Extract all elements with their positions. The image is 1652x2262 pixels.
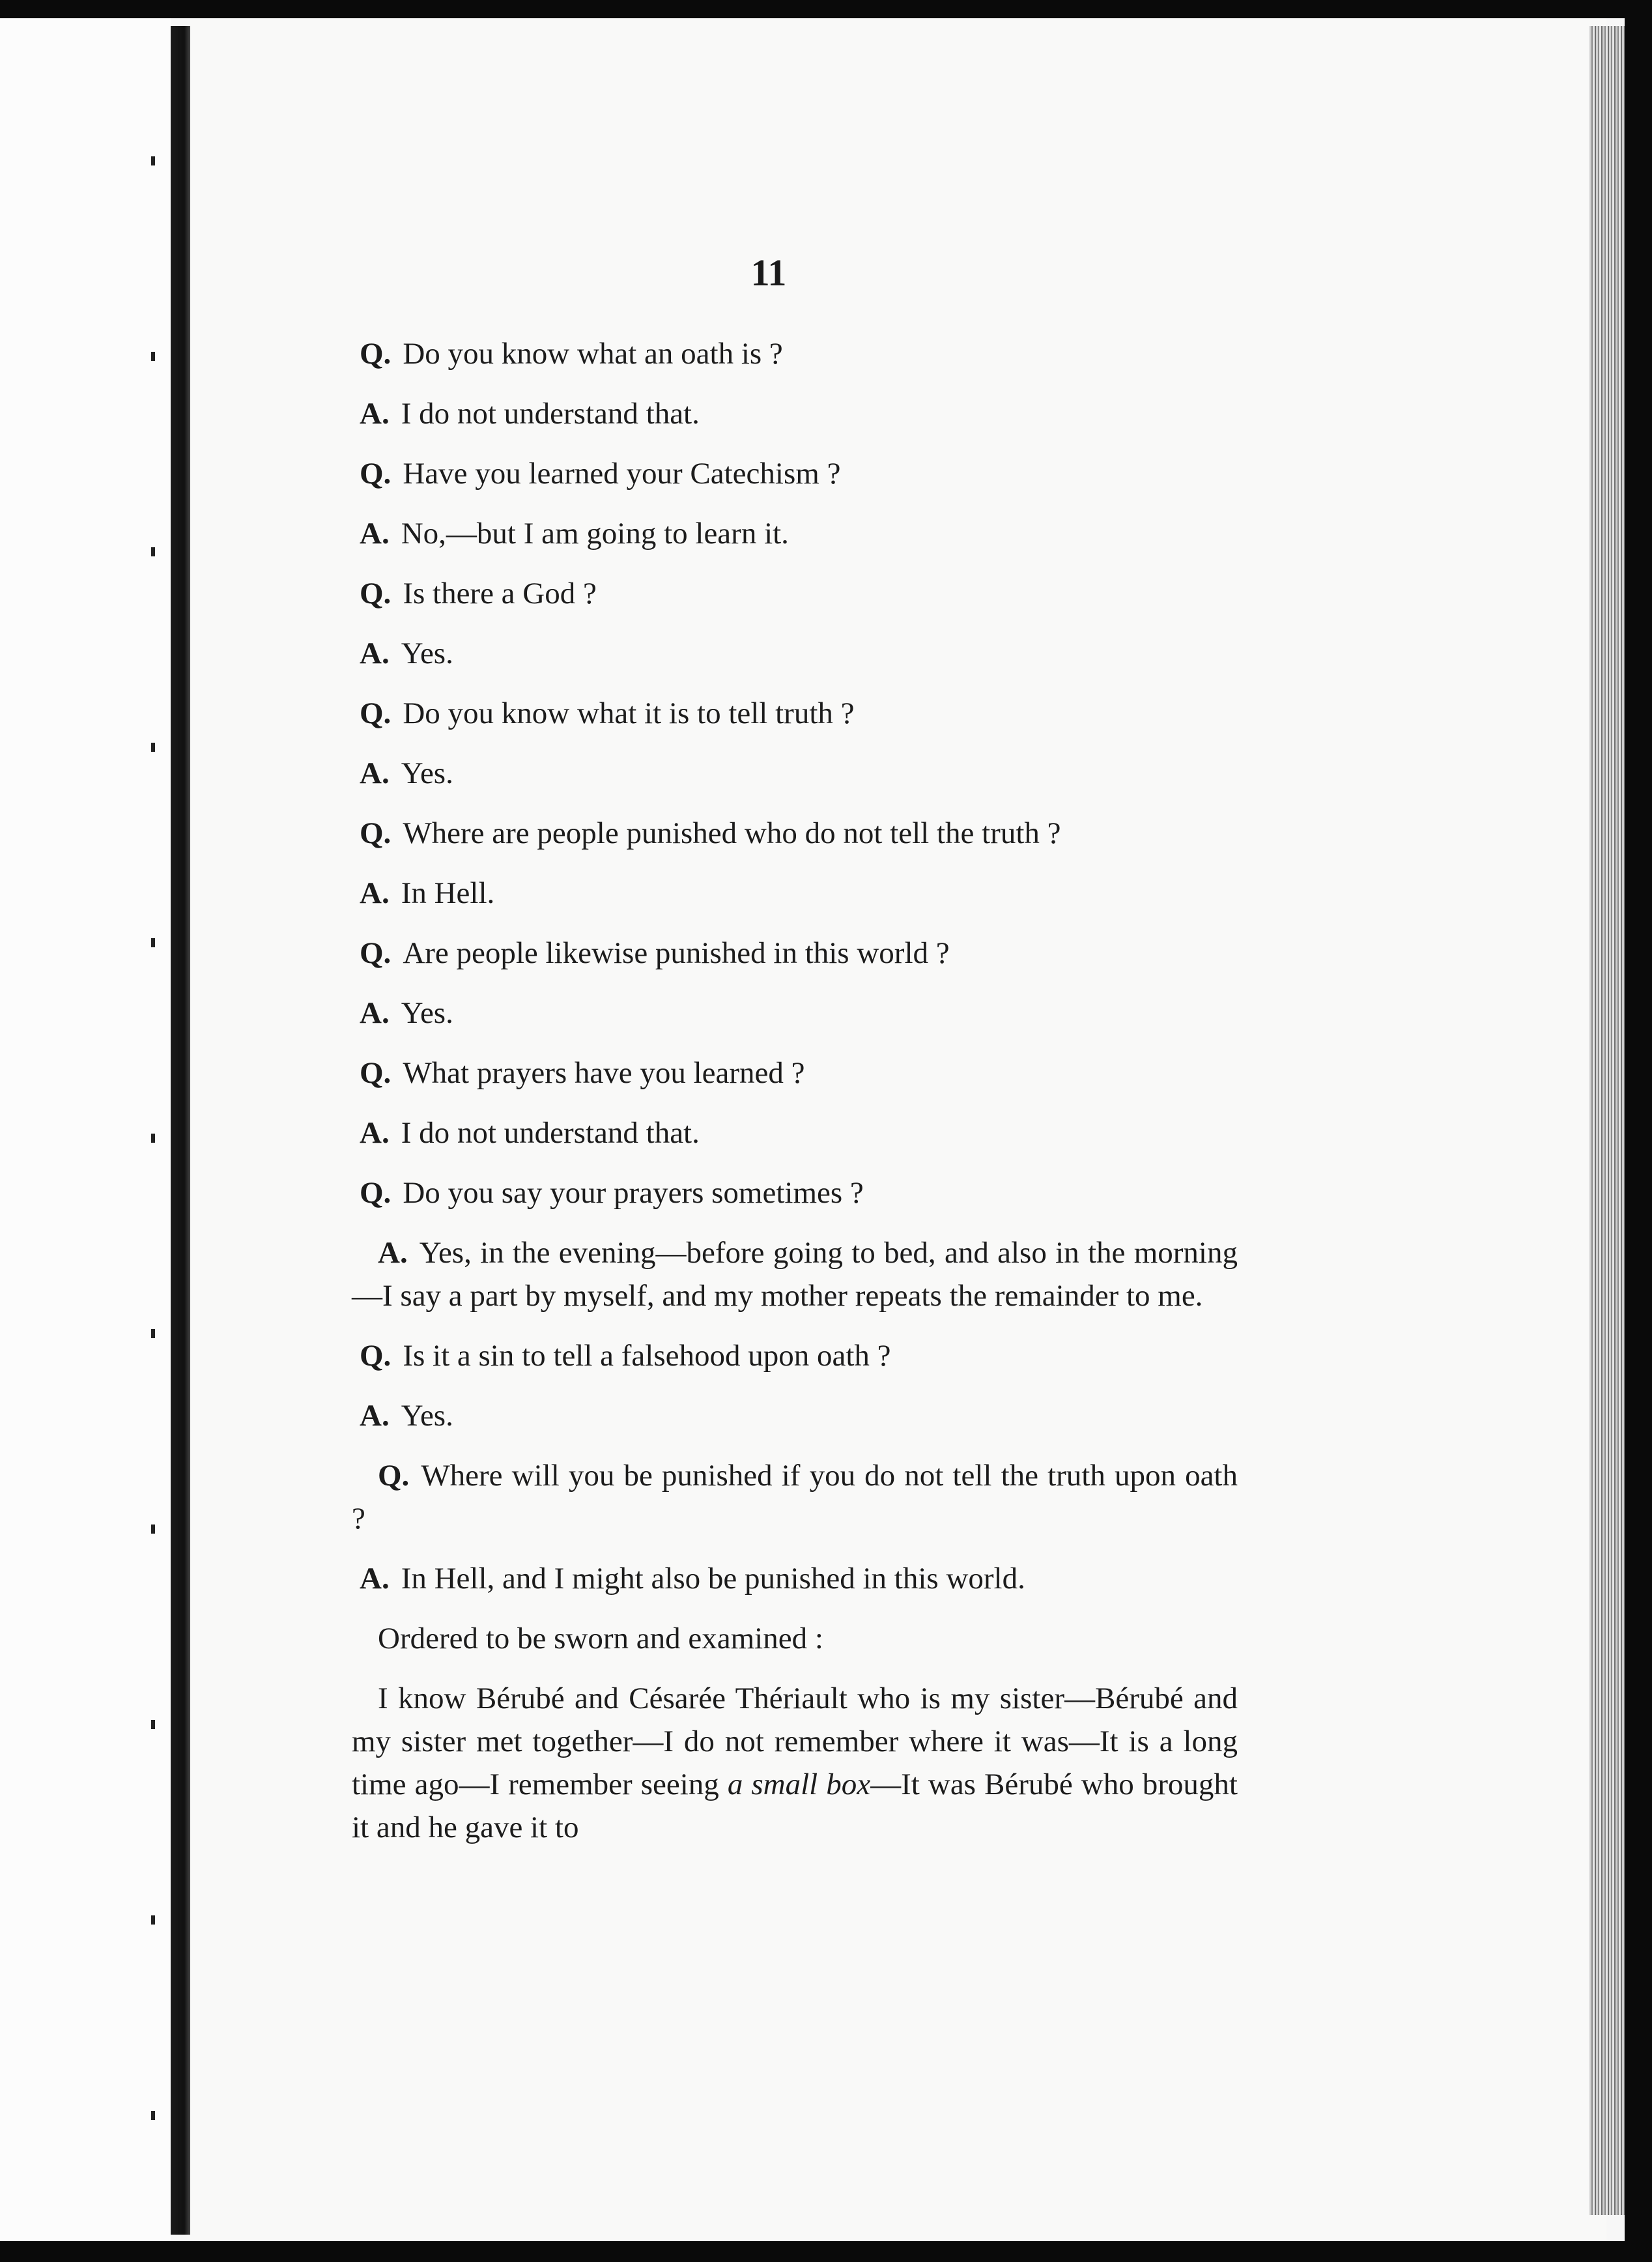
qa-label: A. (360, 1116, 390, 1150)
qa-line (360, 332, 1238, 375)
answer-label: A. (378, 1236, 408, 1270)
testimony-paragraph (352, 1677, 1238, 1849)
qa-line (360, 512, 1238, 555)
binding-gutter (171, 26, 190, 2235)
qa-text: In Hell. (401, 876, 495, 910)
qa-line (360, 932, 1238, 975)
qa-label: A. (360, 996, 390, 1030)
page-stack-edges (1589, 26, 1627, 2215)
qa-line (360, 1052, 1238, 1095)
scan-border-top (0, 0, 1652, 18)
qa-text: I do not understand that. (401, 397, 700, 431)
qa-label: A. (360, 637, 390, 670)
question-text: Where will you be punished if you do not tell the truth upon oath ? (352, 1459, 1238, 1536)
testimony-text-start: I know Bérubé and Césarée Thériault who is my sister—Bérubé and my sister met together—I do not remember where it was—It is a long time ago—I remember seeing (352, 1682, 1238, 1801)
question-punished-paragraph (352, 1454, 1238, 1540)
scan-border-bottom (0, 2241, 1652, 2262)
qa-line (360, 632, 1238, 675)
qa-label: A. (360, 517, 390, 551)
qa-text: What prayers have you learned ? (403, 1056, 805, 1090)
answer-text: In Hell, and I might also be punished in this world. (401, 1562, 1025, 1596)
qa-line (360, 392, 1238, 435)
answer-prayers-paragraph (352, 1231, 1238, 1317)
qa-text: Have you learned your Catechism ? (403, 457, 841, 491)
qa-text: I do not understand that. (401, 1116, 700, 1150)
qa-label: Q. (360, 936, 392, 970)
qa-line (360, 1171, 1238, 1214)
qa-text: Is it a sin to tell a falsehood upon oath ? (403, 1339, 891, 1373)
qa-text: Do you know what an oath is ? (403, 337, 783, 371)
qa-label: Q. (360, 337, 392, 371)
qa-label: Q. (360, 1056, 392, 1090)
qa-line (360, 752, 1238, 795)
qa-line (360, 1111, 1238, 1154)
ordered-line: Ordered to be sworn and examined : (378, 1622, 823, 1655)
qa-text: Yes. (401, 1399, 453, 1433)
page-number: 11 (750, 251, 787, 294)
qa-line (360, 992, 1238, 1035)
qa-text: Yes. (401, 756, 453, 790)
qa-label: A. (360, 397, 390, 431)
qa-label: Q. (360, 696, 392, 730)
qa-text: Do you say your prayers sometimes ? (403, 1176, 864, 1210)
question-label: Q. (378, 1459, 410, 1493)
page-body (352, 332, 1238, 1866)
qa-list (352, 332, 1238, 1214)
previous-page-edge (0, 18, 171, 2241)
qa-text: Are people likewise punished in this world ? (403, 936, 950, 970)
qa-label: Q. (360, 816, 392, 850)
testimony-text-end: —It was Bérubé who brought it and he gave it to (352, 1768, 1238, 1844)
qa-line (360, 812, 1238, 855)
qa-line (360, 692, 1238, 735)
qa-line (360, 1334, 1238, 1377)
qa-label: A. (360, 876, 390, 910)
qa-text: Where are people punished who do not tell the truth ? (403, 816, 1061, 850)
qa-text: Do you know what it is to tell truth ? (403, 696, 855, 730)
answer-label: A. (360, 1562, 390, 1596)
qa-label: A. (360, 1399, 390, 1433)
qa-list-2 (352, 1334, 1238, 1437)
answer-hell-line (360, 1557, 1238, 1600)
qa-text: No,—but I am going to learn it. (401, 517, 789, 551)
qa-label: Q. (360, 1176, 392, 1210)
qa-line (360, 452, 1238, 495)
testimony-italic: a small box (727, 1768, 871, 1801)
qa-label: Q. (360, 1339, 392, 1373)
qa-line (360, 872, 1238, 915)
scan-border-right (1625, 0, 1652, 2262)
qa-text: Yes. (401, 637, 453, 670)
qa-label: Q. (360, 577, 392, 610)
qa-line (360, 1394, 1238, 1437)
qa-text: Yes. (401, 996, 453, 1030)
qa-label: Q. (360, 457, 392, 491)
qa-text: Is there a God ? (403, 577, 597, 610)
qa-label: A. (360, 756, 390, 790)
gutter-marks (151, 39, 155, 2228)
qa-line (360, 572, 1238, 615)
answer-text: Yes, in the evening—before going to bed, and also in the morning—I say a part by myself, and my mother repeats the remainder to me. (352, 1236, 1238, 1313)
